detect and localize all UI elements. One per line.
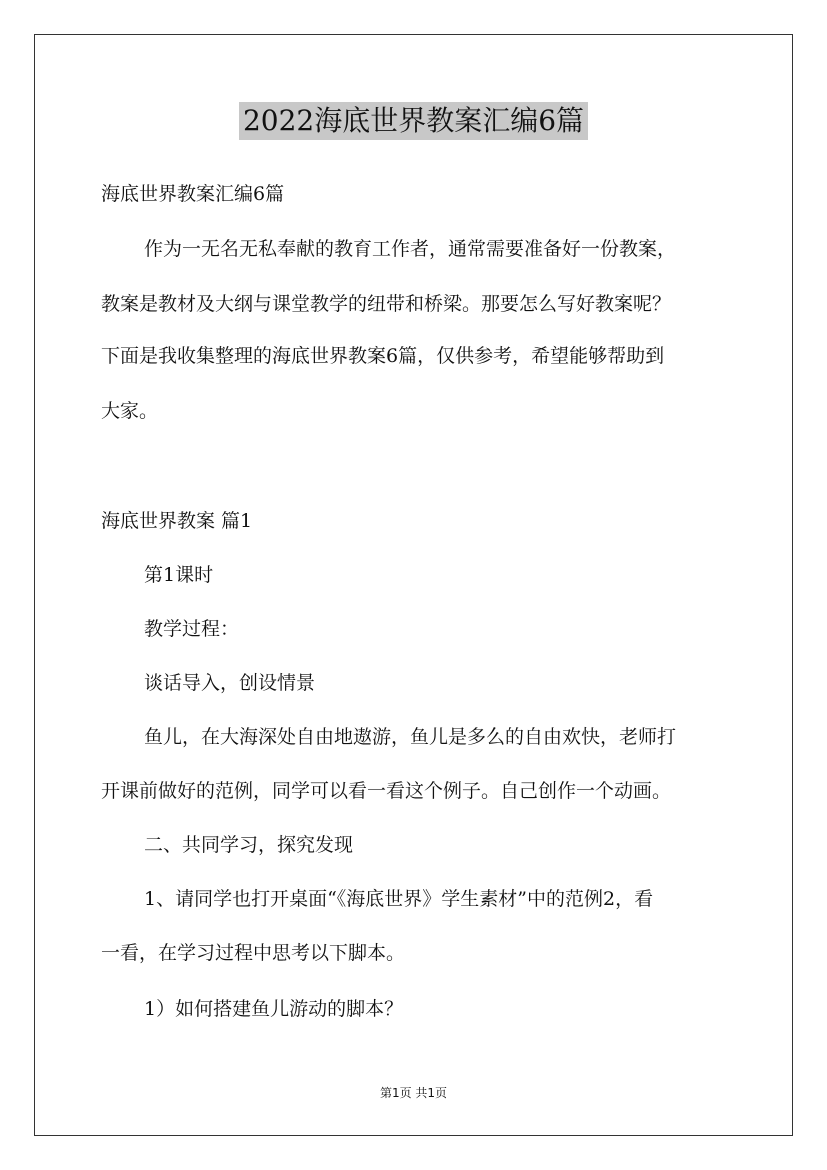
title-container bbox=[0, 102, 827, 140]
process-label: 教学过程： bbox=[144, 618, 240, 640]
section-heading: 海底世界教案 篇1 bbox=[101, 510, 253, 532]
page-footer bbox=[0, 1084, 827, 1101]
step-heading: 谈话导入，创设情景 bbox=[144, 672, 316, 694]
document-title: 2022海底世界教案汇编6篇 bbox=[239, 102, 588, 140]
paragraph-line: 1、请同学也打开桌面“《海底世界》学生素材”中的范例2，看 bbox=[144, 888, 654, 910]
intro-line: 作为一无名无私奉献的教育工作者，通常需要准备好一份教案， bbox=[144, 238, 677, 260]
question-line: 1）如何搭建鱼儿游动的脚本？ bbox=[144, 998, 404, 1020]
intro-line: 大家。 bbox=[101, 400, 159, 422]
subtitle: 海底世界教案汇编6篇 bbox=[101, 183, 285, 205]
paragraph-line: 开课前做好的范例，同学可以看一看这个例子。自己创作一个动画。 bbox=[101, 780, 672, 802]
page-number: 第1页 共1页 bbox=[379, 1086, 448, 1100]
intro-line: 教案是教材及大纲与课堂教学的纽带和桥梁。那要怎么写好教案呢？ bbox=[101, 293, 672, 315]
step-heading: 二、共同学习，探究发现 bbox=[144, 834, 354, 856]
paragraph-line: 一看，在学习过程中思考以下脚本。 bbox=[101, 942, 406, 964]
lesson-label: 第1课时 bbox=[144, 564, 214, 586]
intro-line: 下面是我收集整理的海底世界教案6篇，仅供参考，希望能够帮助到 bbox=[101, 345, 665, 367]
paragraph-line: 鱼儿，在大海深处自由地遨游，鱼儿是多么的自由欢快，老师打 bbox=[144, 726, 677, 748]
